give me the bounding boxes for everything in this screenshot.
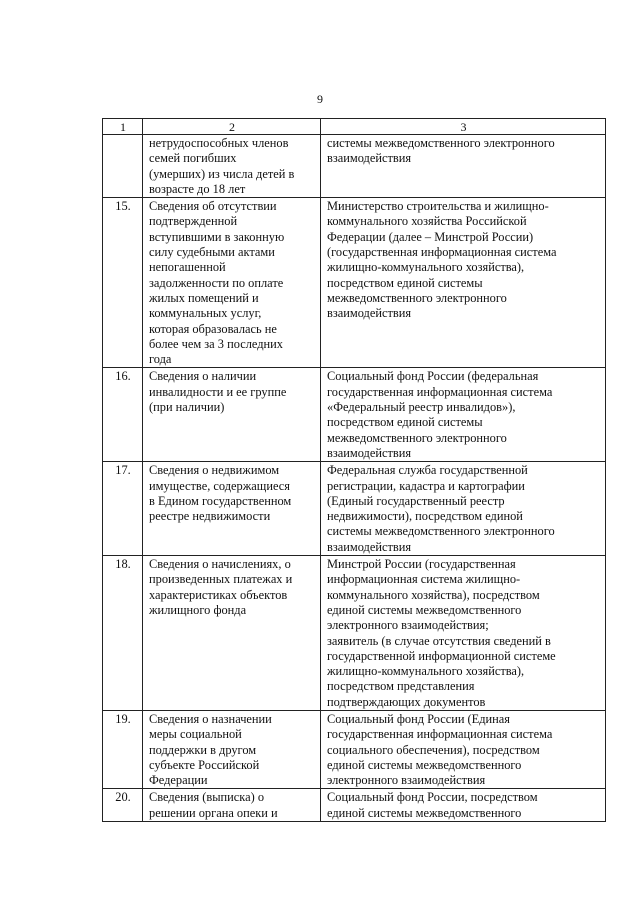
cell-line: Министерство строительства и жилищно- xyxy=(327,199,549,214)
row-number xyxy=(103,135,143,198)
cell-line: Сведения об отсутствии xyxy=(149,199,277,214)
cell-line: заявитель (в случае отсутствия сведений в xyxy=(327,633,551,648)
cell-line: коммунальных услуг, xyxy=(149,306,262,321)
row-number: 18. xyxy=(103,556,143,711)
cell-line: Социальный фонд России (федеральная xyxy=(327,369,539,384)
cell-line: нетрудоспособных членов xyxy=(149,136,289,150)
cell-line: электронного взаимодействия xyxy=(327,773,486,788)
table-row xyxy=(103,556,606,711)
header-row xyxy=(103,119,606,135)
source-cell xyxy=(321,710,606,788)
cell-line: взаимодействия xyxy=(327,539,412,554)
cell-line: Федеральная служба государственной xyxy=(327,463,528,478)
data-table xyxy=(102,118,606,822)
cell-line: государственная информационная система xyxy=(327,384,553,399)
cell-line: единой системы межведомственного xyxy=(327,805,522,820)
page-number: 9 xyxy=(317,92,323,106)
cell-line: системы межведомственного электронного xyxy=(327,524,555,539)
cell-line: Сведения о недвижимом xyxy=(149,463,280,478)
cell-line: взаимодействия xyxy=(327,306,412,321)
cell-line: электронного взаимодействия; xyxy=(327,618,489,633)
cell-line: жилищно-коммунального хозяйства), xyxy=(327,664,525,679)
cell-line: подтвержденной xyxy=(149,214,238,229)
cell-line: взаимодействия xyxy=(327,445,412,460)
information-cell xyxy=(143,462,321,556)
cell-line: непогашенной xyxy=(149,260,226,275)
cell-line: Социальный фонд России (Единая xyxy=(327,711,511,726)
row-number: 16. xyxy=(103,368,143,462)
header-cell-1: 1 xyxy=(103,119,143,135)
source-cell xyxy=(321,462,606,556)
table-row xyxy=(103,135,606,198)
cell-line: (Единый государственный реестр xyxy=(327,493,505,508)
cell-line: регистрации, кадастра и картографии xyxy=(327,478,525,493)
information-cell xyxy=(143,556,321,711)
source-cell xyxy=(321,789,606,822)
table-row xyxy=(103,368,606,462)
table-row xyxy=(103,789,606,822)
cell-line: жилищного фонда xyxy=(149,602,247,617)
row-number: 20. xyxy=(103,789,143,822)
table-row xyxy=(103,462,606,556)
cell-line: Федерации (далее – Минстрой России) xyxy=(327,229,534,244)
row-number: 15. xyxy=(103,198,143,368)
information-cell xyxy=(143,198,321,368)
cell-line: социального обеспечения), посредством xyxy=(327,742,540,757)
cell-line: силу судебными актами xyxy=(149,245,275,260)
cell-line: (государственная информационная система xyxy=(327,245,557,260)
information-cell xyxy=(143,135,321,198)
table-row xyxy=(103,198,606,368)
cell-line: поддержки в другом xyxy=(149,742,257,757)
cell-line: взаимодействия xyxy=(327,151,412,166)
cell-line: субъекте Российской xyxy=(149,757,260,772)
cell-line: Сведения о назначении xyxy=(149,711,272,726)
source-cell xyxy=(321,198,606,368)
cell-line: в Едином государственном xyxy=(149,493,292,508)
cell-line: коммунального хозяйства Российской xyxy=(327,214,527,229)
cell-line: Федерации xyxy=(149,773,208,788)
cell-line: межведомственного электронного xyxy=(327,430,507,445)
cell-line: информационная система жилищно- xyxy=(327,572,521,587)
cell-line: Сведения о начислениях, о xyxy=(149,557,291,572)
source-cell xyxy=(321,368,606,462)
cell-line: (умерших) из числа детей в xyxy=(149,166,295,181)
row-number: 19. xyxy=(103,710,143,788)
table-row xyxy=(103,710,606,788)
cell-line: решении органа опеки и xyxy=(149,805,278,820)
cell-line: Сведения о наличии xyxy=(149,369,257,384)
cell-line: Минстрой России (государственная xyxy=(327,557,516,572)
information-cell xyxy=(143,789,321,822)
cell-line: Социальный фонд России, посредством xyxy=(327,790,538,805)
cell-line: (при наличии) xyxy=(149,400,225,415)
cell-line: единой системы межведомственного xyxy=(327,602,522,617)
cell-line: вступившими в законную xyxy=(149,229,285,244)
cell-line: характеристиках объектов xyxy=(149,587,288,602)
cell-line: жилых помещений и xyxy=(149,290,259,305)
row-number: 17. xyxy=(103,462,143,556)
cell-line: Сведения (выписка) о xyxy=(149,790,265,805)
cell-line: межведомственного электронного xyxy=(327,290,507,305)
cell-line: имуществе, содержащиеся xyxy=(149,478,290,493)
source-cell xyxy=(321,556,606,711)
cell-line: «Федеральный реестр инвалидов»), xyxy=(327,400,516,415)
source-cell xyxy=(321,135,606,198)
information-cell xyxy=(143,710,321,788)
cell-line: единой системы межведомственного xyxy=(327,757,522,772)
cell-line: посредством единой системы xyxy=(327,415,483,430)
cell-line: семей погибших xyxy=(149,151,237,166)
cell-line: произведенных платежах и xyxy=(149,572,293,587)
information-cell xyxy=(143,368,321,462)
cell-line: более чем за 3 последних xyxy=(149,336,283,351)
cell-line: коммунального хозяйства), посредством xyxy=(327,587,540,602)
header-cell-2: 2 xyxy=(143,119,321,135)
cell-line: жилищно-коммунального хозяйства), xyxy=(327,260,525,275)
cell-line: инвалидности и ее группе xyxy=(149,384,287,399)
cell-line: государственной информационной системе xyxy=(327,648,556,663)
header-cell-3: 3 xyxy=(321,119,606,135)
cell-line: посредством представления xyxy=(327,679,475,694)
cell-line: государственная информационная система xyxy=(327,727,553,742)
cell-line: реестре недвижимости xyxy=(149,509,271,524)
cell-line: которая образовалась не xyxy=(149,321,277,336)
cell-line: системы межведомственного электронного xyxy=(327,136,555,150)
cell-line: недвижимости), посредством единой xyxy=(327,509,523,524)
cell-line: меры социальной xyxy=(149,727,242,742)
cell-line: задолженности по оплате xyxy=(149,275,284,290)
cell-line: года xyxy=(149,352,172,367)
cell-line: посредством единой системы xyxy=(327,275,483,290)
cell-line: возрасте до 18 лет xyxy=(149,181,246,196)
cell-line: подтверждающих документов xyxy=(327,694,486,709)
